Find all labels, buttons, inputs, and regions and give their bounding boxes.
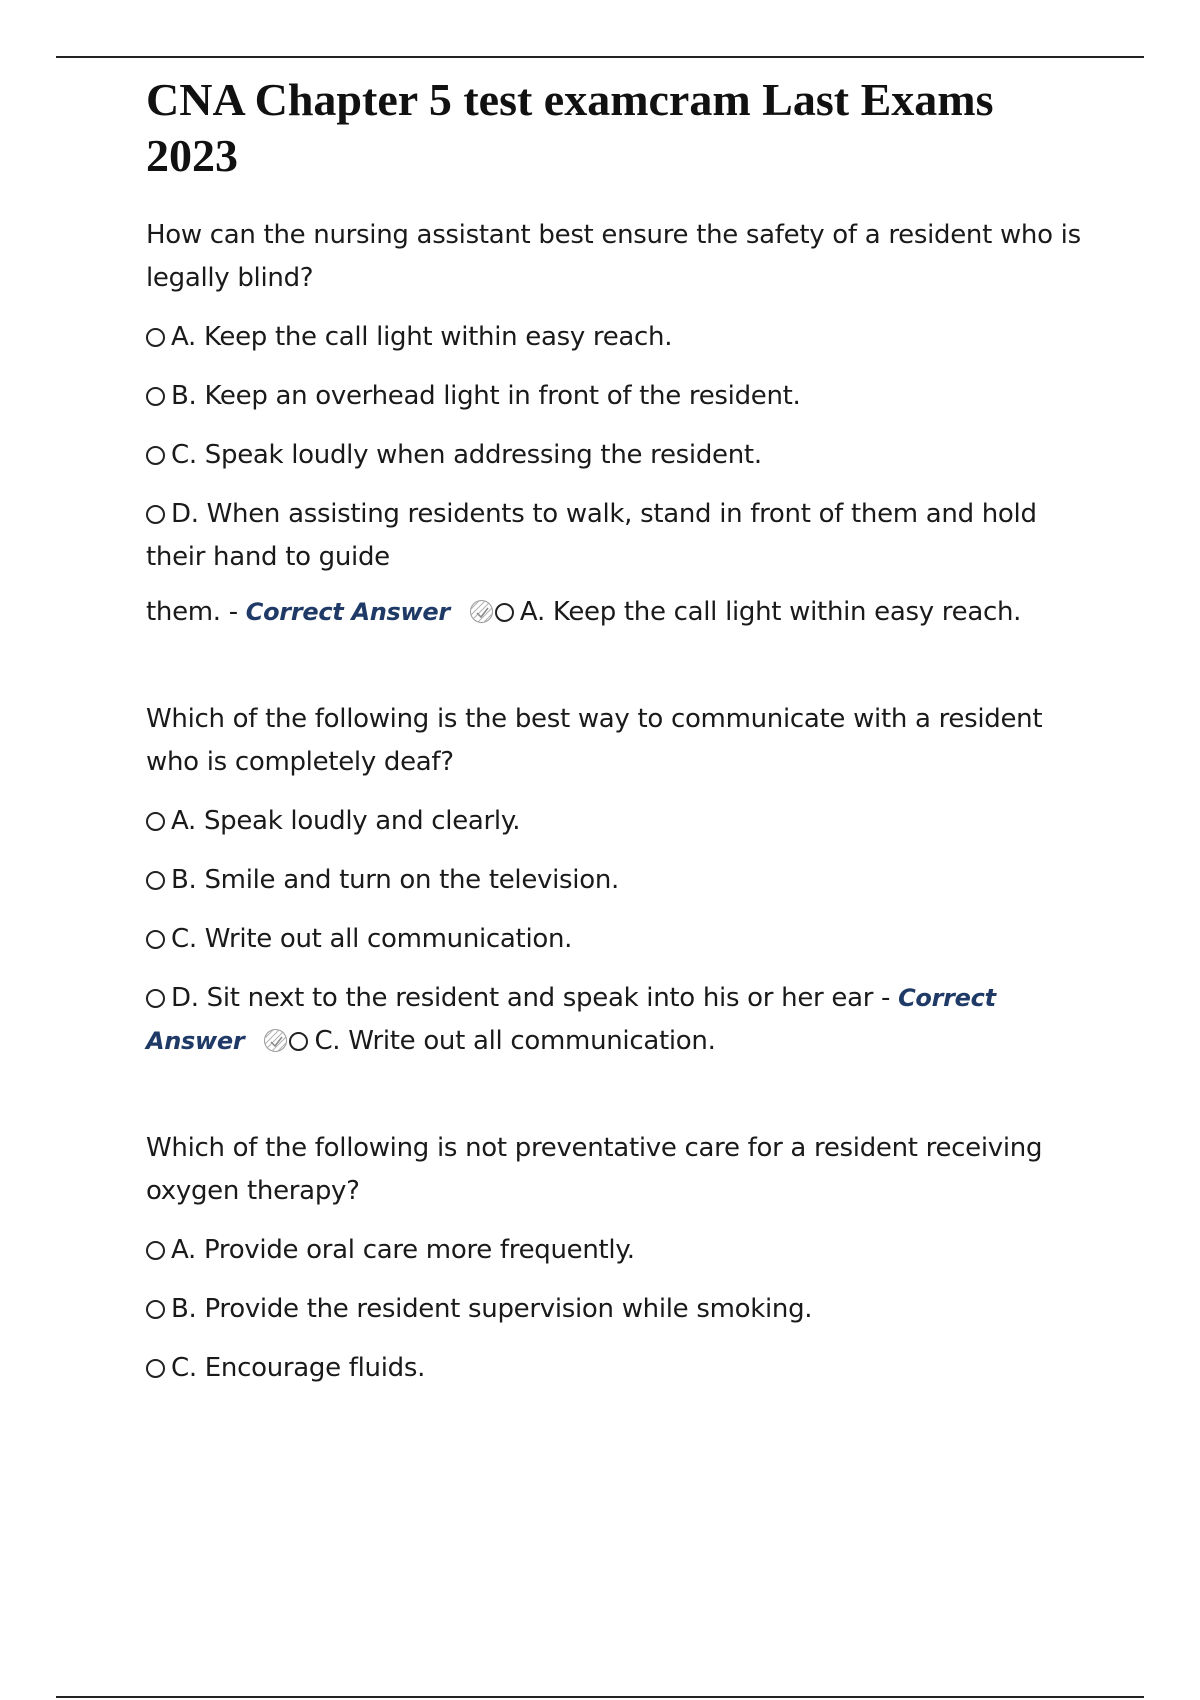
option-a: A. Provide oral care more frequently. — [146, 1229, 1086, 1272]
page-title: CNA Chapter 5 test examcram Last Exams 2023 — [146, 74, 994, 181]
radio-icon — [146, 930, 165, 949]
option-d-answer: D. Sit next to the resident and speak into his or her ear - Correct Answer C. Write out all communication. — [146, 983, 996, 1056]
option-c: C. Speak loudly when addressing the resident. — [146, 434, 1086, 477]
question-block-2 — [146, 698, 1086, 1063]
radio-icon — [146, 1359, 165, 1378]
top-rule — [56, 56, 1144, 58]
radio-icon — [146, 989, 165, 1008]
question-text: How can the nursing assistant best ensure the safety of a resident who is legally blind? — [146, 220, 1081, 293]
option-b: B. Smile and turn on the television. — [146, 859, 1086, 902]
question-text: Which of the following is the best way to communicate with a resident who is completely deaf? — [146, 704, 1043, 777]
answer-line: them. - Correct Answer A. Keep the call light within easy reach. — [146, 597, 1022, 627]
radio-icon — [146, 812, 165, 831]
option-a: A. Speak loudly and clearly. — [146, 800, 1086, 843]
option-a: A. Keep the call light within easy reach. — [146, 316, 1086, 359]
radio-icon — [146, 1300, 165, 1319]
question-text: Which of the following is not preventative care for a resident receiving oxygen therapy? — [146, 1133, 1043, 1206]
question-block-3 — [146, 1127, 1086, 1390]
correct-answer-label: Correct Answer — [245, 598, 450, 626]
radio-icon — [146, 446, 165, 465]
bottom-rule — [56, 1696, 1144, 1698]
radio-icon — [146, 871, 165, 890]
check-circle-icon — [470, 600, 493, 623]
radio-icon — [146, 328, 165, 347]
radio-icon — [146, 505, 165, 524]
correct-answer-label: Correct Answer — [146, 984, 996, 1055]
radio-icon — [146, 387, 165, 406]
check-circle-icon — [264, 1029, 287, 1052]
radio-icon — [289, 1032, 308, 1051]
document-page — [146, 72, 1086, 1406]
radio-icon — [495, 603, 514, 622]
radio-icon — [146, 1241, 165, 1260]
option-c: C. Write out all communication. — [146, 918, 1086, 961]
option-d: D. When assisting residents to walk, stand in front of them and hold their hand to guide — [146, 499, 1037, 572]
option-c: C. Encourage fluids. — [146, 1347, 1086, 1390]
option-b: B. Provide the resident supervision while smoking. — [146, 1288, 1086, 1331]
question-block-1 — [146, 214, 1086, 634]
option-b: B. Keep an overhead light in front of the resident. — [146, 375, 1086, 418]
